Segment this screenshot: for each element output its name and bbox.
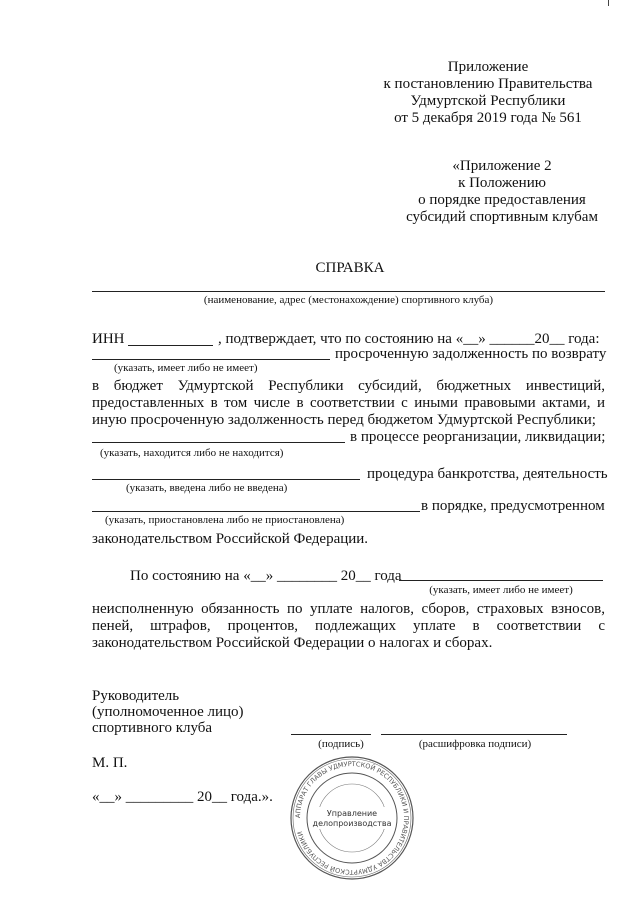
document-title: СПРАВКА [315,260,385,276]
stamp-inner-line-2: делопроизводства [312,819,392,828]
club-caption: (наименование, адрес (местонахождение) спортивного клуба) [203,294,494,306]
bankruptcy-blank-line [92,479,360,480]
caption-suspended-or-not: (указать, приостановлена либо не приостановлена) [105,514,345,526]
para1-line-2: предоставленных в том числе в соответствии с иными правовыми актами, и [92,395,605,411]
appendix-line-4: субсидий спортивным клубам [406,209,598,225]
appendix-line-3: о порядке предоставления [418,192,586,208]
stamp-inner-line-1: Управление [326,809,378,818]
para2-blank-line [399,580,603,581]
header-line-1: Приложение [447,59,529,75]
header-line-2: к постановлению Правительства [383,76,593,92]
para2-line-1: неисполненную обязанность по уплате налогов, сборов, страховых взносов, [92,601,605,617]
law-text: законодательством Российской Федерации. [92,531,369,547]
signature-line-1: Руководитель [92,688,180,704]
bankruptcy-text: процедура банкротства, деятельность [367,466,608,482]
decode-caption: (расшифровка подписи) [418,738,532,750]
caption-has-or-not-1: (указать, имеет либо не имеет) [114,362,258,374]
date-line: «__» _________ 20__ года.». [92,789,273,805]
inn-blank-line [128,345,213,346]
signature-line-2: (уполномоченное лицо) [92,704,244,720]
reorg-text: в процессе реорганизации, ликвидации; [350,429,606,445]
appendix-line-2: к Положению [458,175,546,191]
corner-mark [608,0,609,6]
stamp-ring-text: АППАРАТ ГЛАВЫ УДМУРТСКОЙ РЕСПУБЛИКИ И ПРАВИТЕЛЬСТВА УДМУРТСКОЙ РЕСПУБЛИКИ [293,759,411,877]
inn-label: ИНН [92,331,125,347]
signature-line-3: спортивного клуба [92,720,213,736]
caption-located-or-not: (указать, находится либо не находится) [100,447,284,459]
para1-line-1: в бюджет Удмуртской Республики субсидий, бюджетных инвестиций, [92,378,605,394]
para2-line-2: пеней, штрафов, процентов, подлежащих уплате в соответствии с [92,618,605,634]
order-text: в порядке, предусмотренном [421,498,605,514]
seal-place-label: М. П. [92,755,128,771]
para2-line-3: законодательством Российской Федерации о налогах и сборах. [92,635,493,651]
reorg-blank-line [92,442,345,443]
decode-blank-line [381,734,567,735]
para1-line-3: иную просроченную задолженность перед бюджетом Удмуртской Республики; [92,412,596,428]
header-line-3: Удмуртской Республики [410,93,566,109]
official-stamp [289,755,415,881]
overdue-blank-line [92,359,330,360]
signature-blank-line [291,734,371,735]
inn-rest-text: , подтверждает, что по состоянию на «__» ______20__ года: [218,331,600,347]
para2-caption: (указать, имеет либо не имеет) [429,584,573,596]
club-name-line [92,291,605,292]
para2-start: По состоянию на «__» ________ 20__ года [130,568,402,584]
caption-introduced-or-not: (указать, введена либо не введена) [126,482,288,494]
appendix-line-1: «Приложение 2 [452,158,552,174]
overdue-text: просроченную задолженность по возврату [335,346,607,362]
signature-caption: (подпись) [318,738,364,750]
suspended-blank-line [92,511,420,512]
header-line-4: от 5 декабря 2019 года № 561 [394,110,582,126]
